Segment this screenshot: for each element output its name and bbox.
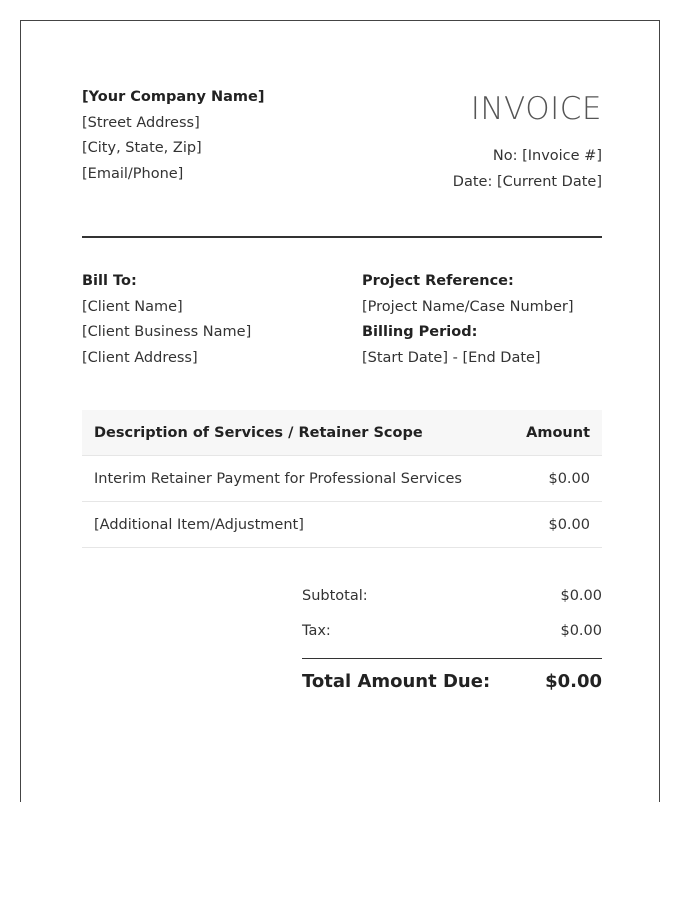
total-value: $0.00 — [545, 671, 602, 692]
item-amount: $0.00 — [507, 456, 602, 502]
city-state-zip: [City, State, Zip] — [82, 140, 202, 156]
email-phone: [Email/Phone] — [82, 165, 184, 182]
billing-period-value: [Start Date] - [End Date] — [362, 349, 541, 366]
subtotal-value: $0.00 — [560, 588, 602, 604]
street-address: [Street Address] — [82, 114, 200, 131]
item-amount: $0.00 — [507, 502, 602, 548]
header-divider — [82, 236, 602, 238]
tax-label: Tax: — [302, 623, 331, 639]
project-block — [362, 269, 574, 371]
table-row — [82, 456, 602, 502]
billing-period-label: Billing Period: — [362, 324, 478, 340]
invoice-number: No: [Invoice #] — [492, 148, 602, 164]
subtotal-label: Subtotal: — [302, 588, 368, 604]
totals-section — [302, 584, 602, 711]
client-address: [Client Address] — [82, 349, 198, 366]
project-reference-label: Project Reference: — [362, 273, 514, 289]
sender-info — [82, 85, 264, 187]
total-row — [302, 671, 602, 711]
description-header: Description of Services / Retainer Scope — [82, 410, 507, 456]
subtotal-row — [302, 584, 602, 619]
invoice-date: Date: [Current Date] — [452, 174, 602, 190]
item-description: [Additional Item/Adjustment] — [82, 502, 507, 548]
bill-to-label: Bill To: — [82, 273, 137, 289]
bill-to-block — [82, 269, 251, 371]
tax-value: $0.00 — [560, 623, 602, 639]
invoice-header — [82, 85, 602, 235]
totals-divider — [302, 658, 602, 659]
table-row — [82, 502, 602, 548]
invoice-title: INVOICE — [470, 91, 602, 127]
client-name: [Client Name] — [82, 298, 183, 315]
total-label: Total Amount Due: — [302, 671, 491, 692]
table-header-row — [82, 410, 602, 456]
item-description: Interim Retainer Payment for Professional Services — [82, 456, 507, 502]
project-reference-value: [Project Name/Case Number] — [362, 298, 574, 315]
invoice-info — [453, 91, 602, 195]
line-items-table — [82, 410, 602, 548]
invoice-page — [20, 20, 660, 802]
tax-row — [302, 619, 602, 654]
client-business-name: [Client Business Name] — [82, 324, 252, 340]
amount-header: Amount — [507, 410, 602, 456]
company-name: [Your Company Name] — [82, 89, 265, 105]
